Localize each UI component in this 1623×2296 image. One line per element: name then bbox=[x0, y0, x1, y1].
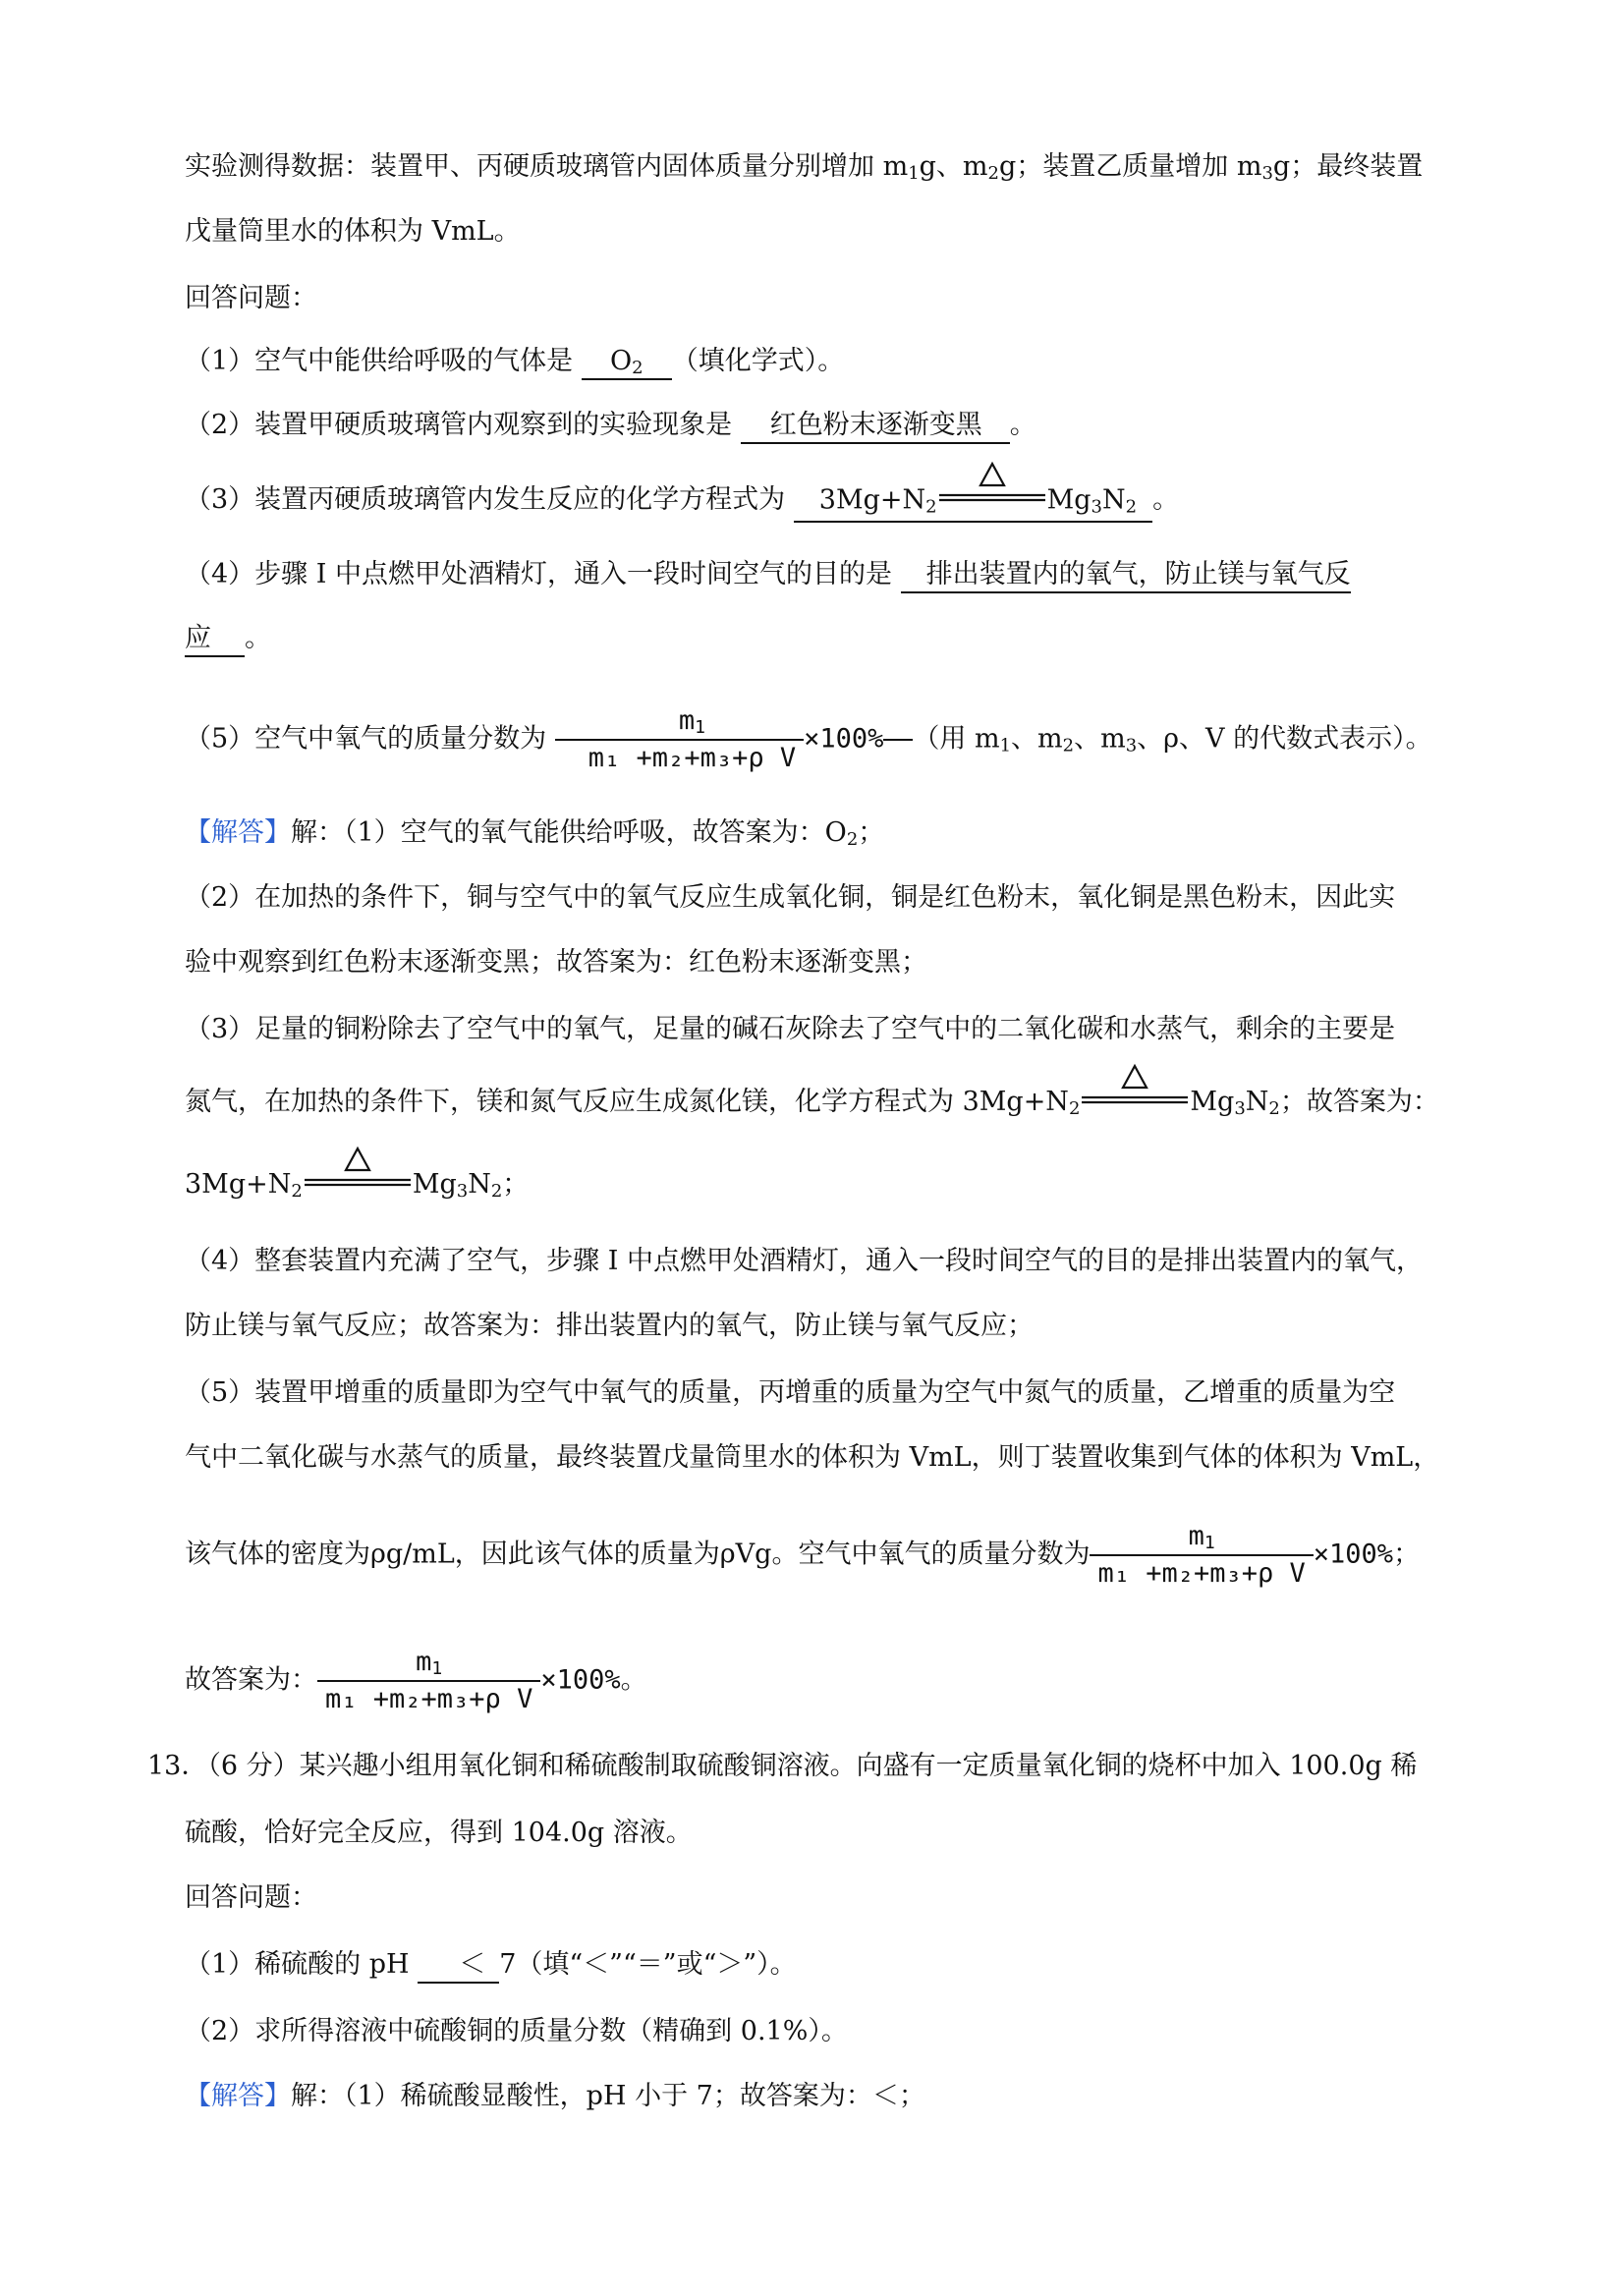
subscript: 3 bbox=[1261, 163, 1273, 184]
answer-tag: 【解答】 bbox=[185, 817, 291, 848]
problem-13-q2: （2）求所得溶液中硫酸铜的质量分数（精确到 0.1%）。 bbox=[185, 2016, 848, 2046]
question-text: （用 m bbox=[913, 723, 1000, 755]
question-text: （1）空气中能供给呼吸的气体是 bbox=[185, 346, 574, 376]
question-prompt: 回答问题： bbox=[185, 1882, 317, 1913]
heat-arrow-icon bbox=[937, 481, 1047, 521]
question-prompt: 回答问题： bbox=[185, 283, 317, 313]
answer-3a: （3）足量的铜粉除去了空气中的氧气，足量的碱石灰除去了空气中的二氧化碳和水蒸气，剩余的主要是 bbox=[185, 1014, 1396, 1044]
heat-arrow-icon bbox=[303, 1166, 413, 1205]
subscript: 1 bbox=[908, 163, 920, 184]
text: 实验测得数据：装置甲、丙硬质玻璃管内固体质量分别增加 m bbox=[185, 151, 909, 182]
answer-blank: $O_2$ bbox=[582, 345, 672, 380]
percent-factor: ×100% bbox=[804, 723, 884, 755]
question-3 bbox=[185, 480, 1179, 523]
question-text: 。 bbox=[1009, 410, 1036, 440]
answer-fraction: $\frac{m_1}{\text{m₁ +m₂+m₃+ρ V}}$ bbox=[317, 1647, 540, 1715]
answer-5c: 该气体的密度为ρg/mL，因此该气体的质量为ρVg。空气中氧气的质量分数为 $\frac{m_1}{\text{m₁ +m₂+m₃+ρ V}}$ ×100%； bbox=[185, 1521, 1421, 1589]
text: g；装置乙质量增加 m bbox=[998, 151, 1262, 182]
question-text: 。 bbox=[245, 623, 271, 653]
answer-blank: $3Mg+N_2$ $Mg_3N_2$ bbox=[794, 481, 1152, 523]
question-5: （5）空气中氧气的质量分数为 $\frac{m_1}{\text{m₁ +m₂+m₃+ρ V}}$ ×100% （用 $m_1$、$m_2$、$m_3$、ρ、V 的代数式表示）。 bbox=[185, 705, 1432, 773]
question-text: （5）空气中氧气的质量分数为 bbox=[185, 723, 547, 755]
answer-5a: （5）装置甲增重的质量即为空气中氧气的质量，丙增重的质量为空气中氮气的质量，乙增重的质量为空 bbox=[185, 1377, 1396, 1408]
text: g、m bbox=[919, 151, 988, 182]
problem-13-q1: （1）稀硫酸的 pH ＜ 7（填“＜”“＝”或“＞”）。 bbox=[185, 1945, 797, 1985]
answer-blank: 排出装置内的氧气，防止镁与氧气反 bbox=[901, 558, 1351, 593]
question-text: （4）步骤 I 中点燃甲处酒精灯，通入一段时间空气的目的是 bbox=[185, 559, 893, 589]
subscript: 2 bbox=[987, 163, 999, 184]
question-1 bbox=[185, 342, 844, 381]
answer-5d: 故答案为： $\frac{m_1}{\text{m₁ +m₂+m₃+ρ V}}$ ×100%。 bbox=[185, 1647, 647, 1714]
text: g；最终装置 bbox=[1272, 151, 1424, 182]
answer-blank: ＜ bbox=[418, 1948, 499, 1984]
heat-arrow-icon bbox=[1080, 1084, 1190, 1123]
question-text: （2）装置甲硬质玻璃管内观察到的实验现象是 bbox=[185, 410, 733, 440]
problem-13-answer: 【解答】解：（1）稀硫酸显酸性，pH 小于 7；故答案为：＜； bbox=[185, 2081, 925, 2111]
answer-fraction: $\frac{m_1}{\text{m₁ +m₂+m₃+ρ V}}$ bbox=[1090, 1521, 1313, 1590]
answer-2b: 验中观察到红色粉末逐渐变黑；故答案为：红色粉末逐渐变黑； bbox=[185, 947, 927, 978]
data-line bbox=[185, 147, 1423, 187]
answer-blank: 红色粉末逐渐变黑 bbox=[741, 409, 1010, 444]
answer-4b: 防止镁与氧气反应；故答案为：排出装置内的氧气，防止镁与氧气反应； bbox=[185, 1311, 1034, 1341]
question-2 bbox=[185, 406, 1036, 445]
question-text: 。 bbox=[1152, 484, 1180, 515]
problem-13-cont: 硫酸，恰好完全反应，得到 104.0g 溶液。 bbox=[185, 1818, 693, 1848]
answer-4a: （4）整套装置内充满了空气，步骤 I 中点燃甲处酒精灯，通入一段时间空气的目的是排出装置内的氧气， bbox=[185, 1246, 1424, 1276]
question-4-cont bbox=[185, 619, 271, 658]
question-text: （填化学式）。 bbox=[671, 346, 845, 376]
problem-13: 13．（6 分）某兴趣小组用氧化铜和稀硫酸制取硫酸铜溶液。向盛有一定质量氧化铜的烧杯中加入 100.0g 稀 bbox=[147, 1751, 1418, 1781]
answer-1: 【解答】解：（1）空气的氧气能供给呼吸，故答案为：$O_2$； bbox=[185, 817, 885, 850]
answer-blank: 应 bbox=[185, 622, 245, 657]
answer-fraction: $\frac{m_1}{\text{m₁ +m₂+m₃+ρ V}}$ bbox=[581, 705, 804, 774]
question-text: （3）装置丙硬质玻璃管内发生反应的化学方程式为 bbox=[185, 484, 786, 515]
answer-5b: 气中二氧化碳与水蒸气的质量，最终装置戊量筒里水的体积为 VmL，则丁装置收集到气体的体积为 VmL， bbox=[185, 1442, 1440, 1473]
answer-3c: $3Mg+N_2$ $Mg_3N_2$； bbox=[185, 1165, 529, 1205]
question-4 bbox=[185, 555, 1351, 594]
data-line-2: 戊量筒里水的体积为 VmL。 bbox=[185, 216, 521, 247]
answer-2a: （2）在加热的条件下，铜与空气中的氧气反应生成氧化铜，铜是红色粉末，氧化铜是黑色粉末，因此实 bbox=[185, 882, 1396, 913]
answer-tag: 【解答】 bbox=[185, 2081, 291, 2111]
answer-3b: 氮气，在加热的条件下，镁和氮气反应生成氮化镁，化学方程式为 $3Mg+N_2$ $Mg_3N_2$；故答案为： bbox=[185, 1083, 1439, 1123]
